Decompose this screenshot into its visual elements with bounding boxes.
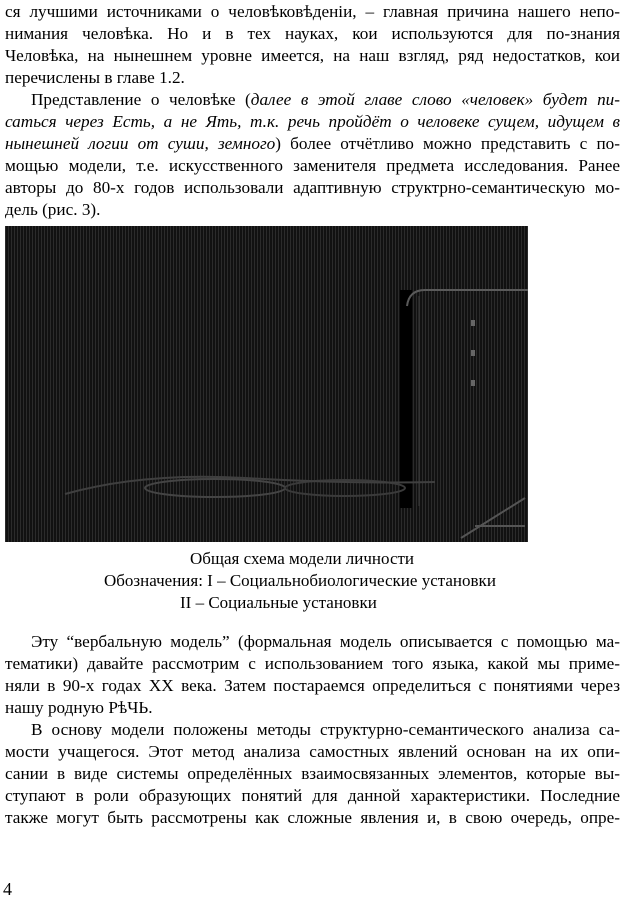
paragraph-4-line-5: также могут быть рассмотрены как сложные явления и, в свою очередь, опре- [5, 808, 620, 827]
paragraph-1-line-2-text: нимания человѣка. Но и в тех науках, кои используются для по-знания [5, 24, 620, 43]
figure-artwork [5, 226, 528, 542]
paragraph-4-line-1: В основу модели положены методы структурно-семантического анализа са- [31, 720, 620, 739]
figure-caption-title: Общая схема модели личности [190, 549, 415, 568]
figure-ellipse-1 [145, 479, 285, 497]
paragraph-2-line-6: дель (рис. 3). [5, 200, 101, 219]
figure-mark-1 [471, 320, 475, 326]
paragraph-4-line-2: мости учащегося. Этот метод анализа самостных явлений основан на их опи- [5, 742, 620, 761]
paragraph-3-line-3: няли в 90-х годах XX века. Затем постараемся определиться с понятиями через [5, 676, 620, 695]
paragraph-2-line-4: мощью модели, т.е. искусственного заменителя предмета исследования. Ранее [5, 156, 620, 175]
paragraph-1-line-2 [5, 22, 620, 46]
figure-personality-model [5, 226, 528, 542]
paragraph-3-line-2: тематики) давайте рассмотрим с использованием того языка, какой мы приме- [5, 654, 620, 673]
paragraph-2-line-1-b: далее в этой главе слово «человек» будет пи- [250, 90, 620, 109]
figure-caption-line-2: II – Социальные установки [180, 593, 377, 612]
figure-mark-2 [471, 350, 475, 356]
paragraph-1-line-3: Человѣка, на нынешнем уровне имеется, на наш взгляд, ряд недостатков, кои [5, 46, 620, 65]
figure-mark-3 [471, 380, 475, 386]
page-number: 4 [3, 879, 12, 899]
paragraph-2-line-3-b: ) более отчётливо можно представить с по- [275, 134, 620, 153]
paragraph-2-line-1-a: Представление о человѣке ( [31, 90, 251, 109]
paragraph-4-line-3: сании в виде системы определённых взаимосвязанных элементов, которые вы- [5, 764, 620, 783]
paragraph-2-line-1 [31, 88, 620, 112]
paragraph-1-line-1: ся лучшими источниками о человѣковѣденiи, – главная причина нашего непо- [5, 2, 620, 21]
paragraph-4-line-4: ступают в роли образующих понятий для данной характеристики. Последние [5, 786, 620, 805]
paragraph-3-line-4: нашу родную РѣЧЬ. [5, 698, 153, 717]
paragraph-3-line-1: Эту “вербальную модель” (формальная модель описывается с помощью ма- [31, 632, 620, 651]
paragraph-2-line-2-text: саться через Есть, а не Ять, т.к. речь пройдёт о человеке сущем, идущем в [5, 112, 620, 131]
figure-dark-bar [400, 290, 412, 508]
figure-arrow [461, 498, 525, 538]
paragraph-2-line-2 [5, 110, 620, 134]
paragraph-2-line-3-a: нынешней логии от суши, земного [5, 134, 276, 153]
paragraph-2-line-3 [5, 132, 620, 156]
figure-caption-line-1: Обозначения: I – Социальнобиологические установки [104, 571, 496, 590]
paragraph-1-line-4: перечислены в главе 1.2. [5, 68, 185, 87]
figure-frame-top [407, 290, 528, 306]
paragraph-2-line-5: авторы до 80-х годов использовали адаптивную структрно-семантическую мо- [5, 178, 620, 197]
